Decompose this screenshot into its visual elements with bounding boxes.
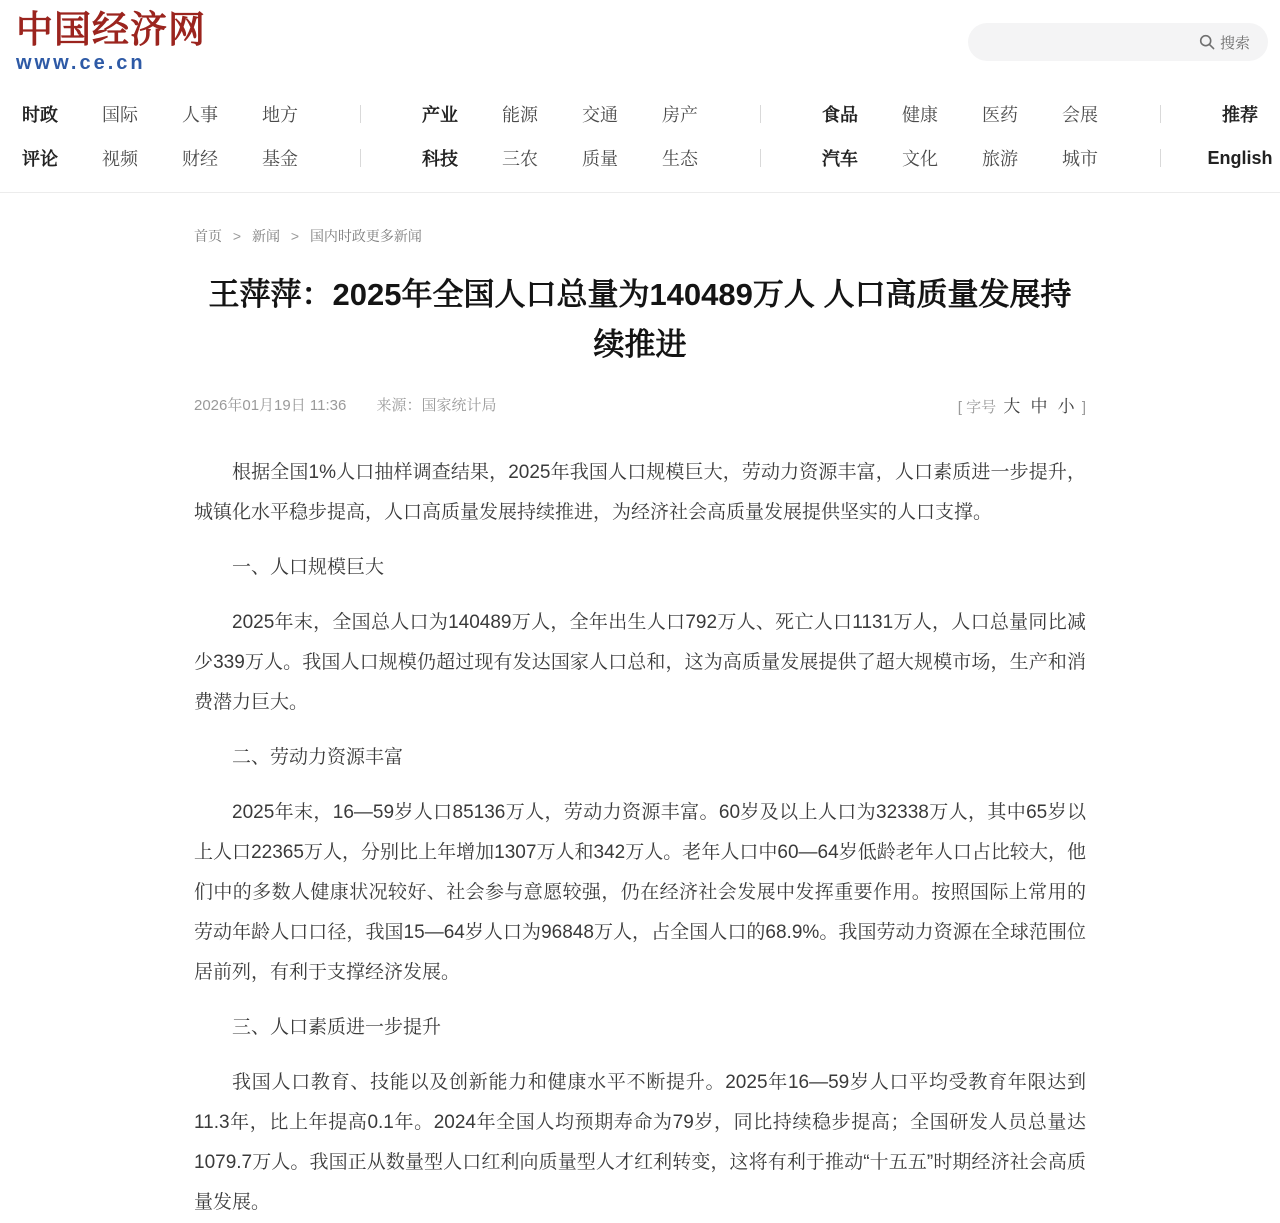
nav-item-transport[interactable]: 交通 [582, 105, 618, 125]
article-meta [194, 392, 1086, 417]
breadcrumb [194, 226, 1086, 246]
site-logo[interactable] [16, 12, 206, 75]
fontsize-small-button[interactable]: 小 [1057, 397, 1075, 416]
nav-item-exhibition[interactable]: 会展 [1062, 105, 1098, 125]
nav-item-energy[interactable]: 能源 [502, 105, 538, 125]
nav-separator [1160, 149, 1161, 167]
nav-item-health[interactable]: 健康 [902, 105, 938, 125]
nav-row-2 [0, 136, 1280, 180]
nav-item-culture[interactable]: 文化 [902, 149, 938, 169]
article-body [194, 453, 1086, 1223]
nav-separator [1160, 105, 1161, 123]
nav-row-1 [0, 92, 1280, 136]
paragraph: 我国人口教育、技能以及创新能力和健康水平不断提升。2025年16—59岁人口平均受教育年限达到11.3年，比上年提高0.1年。2024年全国人均预期寿命为79岁，同比持续稳步提高；全国研发人员总量达1079.7万人。我国正从数量型人口红利向质量型人才红利转变，这将有利于推动“十五五”时期经济社会高质量发展。 [194, 1072, 1086, 1213]
fontsize-large-button[interactable]: 大 [1003, 397, 1021, 416]
nav-separator [360, 149, 361, 167]
nav-item-industry[interactable]: 产业 [422, 105, 458, 125]
article-container [194, 226, 1086, 1223]
nav-item-video[interactable]: 视频 [102, 149, 138, 169]
fontsize-bracket-close: ] [1081, 399, 1086, 416]
nav-item-travel[interactable]: 旅游 [982, 149, 1018, 169]
paragraph: 2025年末，全国总人口为140489万人，全年出生人口792万人、死亡人口1131万人，人口总量同比减少339万人。我国人口规模仍超过现有发达国家人口总和，这为高质量发展提供了超大规模市场，生产和消费潜力巨大。 [194, 612, 1086, 713]
breadcrumb-category[interactable]: 国内时政更多新闻 [309, 228, 422, 244]
fontsize-bracket-open: [ [957, 399, 962, 416]
fontsize-control [958, 392, 1086, 417]
article-date: 2026年01月19日 11:36 [194, 397, 347, 414]
nav-item-fund[interactable]: 基金 [262, 149, 298, 169]
main-nav [0, 90, 1280, 193]
site-logo-title: 中国经济网 [16, 10, 206, 51]
section-heading: 三、人口素质进一步提升 [232, 1017, 442, 1038]
nav-separator [760, 149, 761, 167]
article-title: 王萍萍：2025年全国人口总量为140489万人 人口高质量发展持续推进 [208, 277, 1072, 362]
nav-item-finance[interactable]: 财经 [182, 149, 218, 169]
nav-item-recommend[interactable]: 推荐 [1222, 105, 1258, 125]
nav-item-food[interactable]: 食品 [822, 105, 858, 125]
nav-item-ecology[interactable]: 生态 [662, 149, 698, 169]
nav-item-politics[interactable]: 时政 [22, 105, 58, 125]
nav-item-agriculture[interactable]: 三农 [502, 149, 538, 169]
nav-item-comment[interactable]: 评论 [22, 149, 58, 169]
nav-item-local[interactable]: 地方 [262, 105, 298, 125]
nav-item-personnel[interactable]: 人事 [182, 105, 218, 125]
breadcrumb-separator: > [232, 228, 242, 244]
search-input[interactable] [968, 33, 1199, 51]
section-heading: 二、劳动力资源丰富 [232, 747, 404, 768]
site-header [0, 0, 1280, 90]
fontsize-label: 字号 [966, 399, 997, 416]
nav-item-realestate[interactable]: 房产 [662, 105, 698, 125]
search-icon [1199, 34, 1215, 50]
breadcrumb-home[interactable]: 首页 [194, 228, 222, 244]
nav-separator [360, 105, 361, 123]
nav-item-quality[interactable]: 质量 [582, 149, 618, 169]
search-button[interactable] [1199, 32, 1268, 53]
search-button-label: 搜索 [1219, 34, 1250, 52]
paragraph: 根据全国1%人口抽样调查结果，2025年我国人口规模巨大，劳动力资源丰富，人口素质进一步提升，城镇化水平稳步提高，人口高质量发展持续推进，为经济社会高质量发展提供坚实的人口支撑。 [194, 462, 1086, 523]
paragraph: 2025年末，16—59岁人口85136万人，劳动力资源丰富。60岁及以上人口为32338万人，其中65岁以上人口22365万人，分别比上年增加1307万人和342万人。老年人口中60—64岁低龄老年人口占比较大，他们中的多数人健康状况较好、社会参与意愿较强，仍在经济社会发展中发挥重要作用。按照国际上常用的劳动年龄人口口径，我国15—64岁人口为96848万人，占全国人口的68.9%。我国劳动力资源在全球范围位居前列，有利于支撑经济发展。 [194, 802, 1086, 983]
nav-item-city[interactable]: 城市 [1062, 149, 1098, 169]
article-meta-left [194, 394, 497, 415]
nav-separator [760, 105, 761, 123]
nav-item-medicine[interactable]: 医药 [982, 105, 1018, 125]
nav-item-international[interactable]: 国际 [102, 105, 138, 125]
fontsize-medium-button[interactable]: 中 [1030, 397, 1048, 416]
section-heading: 一、人口规模巨大 [232, 557, 385, 578]
article-source: 来源：国家统计局 [376, 397, 497, 414]
breadcrumb-separator: > [290, 228, 300, 244]
breadcrumb-news[interactable]: 新闻 [251, 228, 280, 244]
nav-item-english[interactable]: English [1207, 147, 1273, 168]
nav-item-tech[interactable]: 科技 [422, 149, 458, 169]
nav-item-auto[interactable]: 汽车 [822, 149, 858, 169]
search-box[interactable] [968, 23, 1268, 61]
site-logo-url: www.ce.cn [16, 51, 146, 74]
